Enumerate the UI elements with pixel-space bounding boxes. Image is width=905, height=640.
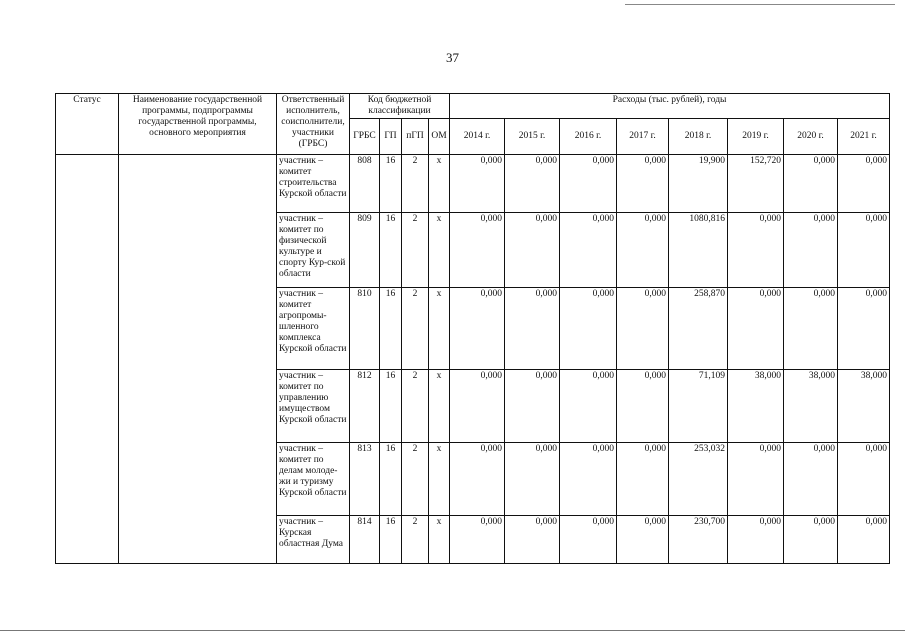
header-year-2020: 2020 г. [784,119,838,155]
value-2020: 0,000 [784,516,838,564]
grbs-cell: 813 [350,443,380,516]
status-cell [56,155,119,564]
value-2018: 71,109 [669,370,728,443]
value-2016: 0,000 [560,288,617,370]
grbs-cell: 812 [350,370,380,443]
value-2018: 19,900 [669,155,728,213]
value-2014: 0,000 [450,370,505,443]
om-cell: х [429,443,450,516]
grbs-cell: 814 [350,516,380,564]
om-cell: х [429,516,450,564]
value-2016: 0,000 [560,443,617,516]
pgp-cell: 2 [402,155,429,213]
name-cell [119,155,277,564]
value-2015: 0,000 [505,516,560,564]
table-row [56,155,890,213]
value-2015: 0,000 [505,443,560,516]
value-2017: 0,000 [617,443,669,516]
value-2014: 0,000 [450,443,505,516]
pgp-cell: 2 [402,516,429,564]
header-status: Статус [56,94,119,155]
value-2020: 0,000 [784,288,838,370]
gp-cell: 16 [380,516,402,564]
value-2020: 0,000 [784,443,838,516]
value-2017: 0,000 [617,370,669,443]
value-2015: 0,000 [505,370,560,443]
value-2014: 0,000 [450,213,505,288]
value-2020: 0,000 [784,155,838,213]
om-cell: х [429,370,450,443]
value-2017: 0,000 [617,288,669,370]
header-executor: Ответственный исполнитель, соисполнители, участники (ГРБС) [277,94,350,155]
executor-cell: участник – комитет по физической культуре и спорту Кур-ской области [277,213,350,288]
value-2014: 0,000 [450,288,505,370]
value-2021: 0,000 [838,443,890,516]
value-2020: 0,000 [784,213,838,288]
executor-cell: участник – комитет агропромы-шленного комплекса Курской области [277,288,350,370]
header-code-grbs: ГРБС [350,119,380,155]
executor-cell: участник – комитет строительства Курской области [277,155,350,213]
om-cell: х [429,155,450,213]
value-2019: 0,000 [728,443,784,516]
value-2019: 0,000 [728,516,784,564]
value-2019: 152,720 [728,155,784,213]
grbs-cell: 808 [350,155,380,213]
value-2018: 258,870 [669,288,728,370]
value-2020: 38,000 [784,370,838,443]
header-code-pgp: пГП [402,119,429,155]
header-name: Наименование государственной программы, подпрограммы государственной программы, основного мероприятия [119,94,277,155]
value-2018: 253,032 [669,443,728,516]
header-year-2017: 2017 г. [617,119,669,155]
value-2015: 0,000 [505,213,560,288]
value-2016: 0,000 [560,155,617,213]
grbs-cell: 809 [350,213,380,288]
value-2019: 0,000 [728,288,784,370]
header-code-gp: ГП [380,119,402,155]
pgp-cell: 2 [402,370,429,443]
header-year-2015: 2015 г. [505,119,560,155]
value-2016: 0,000 [560,516,617,564]
value-2021: 0,000 [838,288,890,370]
executor-cell: участник – Курская областная Дума [277,516,350,564]
header-year-2014: 2014 г. [450,119,505,155]
value-2021: 0,000 [838,155,890,213]
gp-cell: 16 [380,155,402,213]
value-2019: 38,000 [728,370,784,443]
value-2018: 230,700 [669,516,728,564]
value-2017: 0,000 [617,516,669,564]
value-2015: 0,000 [505,155,560,213]
value-2015: 0,000 [505,288,560,370]
budget-table [55,93,890,564]
value-2017: 0,000 [617,155,669,213]
value-2016: 0,000 [560,213,617,288]
page-number: 37 [446,50,459,65]
value-2016: 0,000 [560,370,617,443]
om-cell: х [429,213,450,288]
header-budget-code: Код бюджетной классификации [350,94,450,119]
pgp-cell: 2 [402,288,429,370]
executor-cell: участник – комитет по делам молоде-жи и туризму Курской области [277,443,350,516]
header-year-2018: 2018 г. [669,119,728,155]
gp-cell: 16 [380,370,402,443]
gp-cell: 16 [380,213,402,288]
header-expenses: Расходы (тыс. рублей), годы [450,94,890,119]
pgp-cell: 2 [402,443,429,516]
gp-cell: 16 [380,288,402,370]
om-cell: х [429,288,450,370]
header-code-om: ОМ [429,119,450,155]
grbs-cell: 810 [350,288,380,370]
value-2014: 0,000 [450,155,505,213]
value-2021: 0,000 [838,516,890,564]
bottom-scan-line [0,630,905,631]
value-2019: 0,000 [728,213,784,288]
value-2018: 1080,816 [669,213,728,288]
executor-cell: участник – комитет по управлению имуществом Курской области [277,370,350,443]
gp-cell: 16 [380,443,402,516]
pgp-cell: 2 [402,213,429,288]
value-2014: 0,000 [450,516,505,564]
value-2021: 0,000 [838,213,890,288]
header-year-2016: 2016 г. [560,119,617,155]
top-scan-line [625,4,895,5]
value-2021: 38,000 [838,370,890,443]
header-year-2019: 2019 г. [728,119,784,155]
header-year-2021: 2021 г. [838,119,890,155]
value-2017: 0,000 [617,213,669,288]
